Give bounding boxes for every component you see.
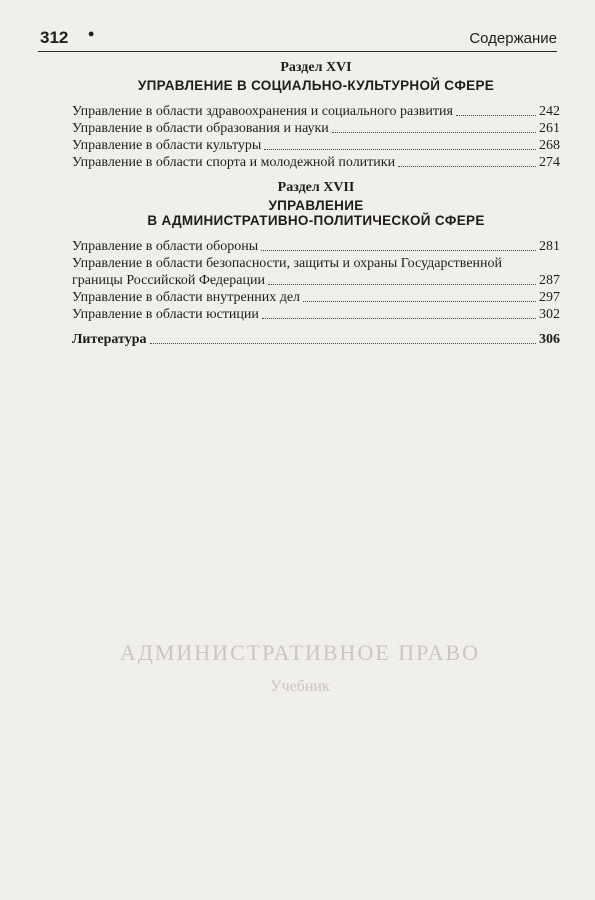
bleed-through-subtitle: Учебник: [270, 678, 330, 695]
toc-entry-page: 297: [539, 290, 560, 305]
toc-entry-page: 306: [539, 332, 560, 347]
section-xvii: [72, 180, 560, 323]
toc-entry-text: Управление в области обороны: [72, 239, 259, 254]
toc-entry-text: Литература: [72, 332, 147, 347]
leader-dots: [398, 166, 536, 167]
toc-entry-text: Управление в области юстиции: [72, 307, 259, 322]
toc-entry[interactable]: [72, 255, 560, 289]
toc-entry[interactable]: [72, 306, 560, 323]
section-title: УПРАВЛЕНИЕ В СОЦИАЛЬНО-КУЛЬТУРНОЙ СФЕРЕ: [137, 78, 495, 93]
section-title: УПРАВЛЕНИЕ: [268, 198, 364, 213]
leader-dots: [150, 343, 537, 344]
toc-entry[interactable]: [72, 120, 560, 137]
toc-entry[interactable]: [72, 154, 560, 171]
page-number: 312: [40, 28, 69, 47]
toc-list: [72, 103, 560, 171]
section-title: В АДМИНИСТРАТИВНО-ПОЛИТИЧЕСКОЙ СФЕРЕ: [147, 213, 485, 228]
toc-entry-text-cont: границы Российской Федерации: [72, 273, 265, 288]
toc-entry-page: 268: [539, 138, 560, 153]
toc-entry-text: Управление в области здравоохранения и социального развития: [72, 104, 453, 119]
leader-dots: [261, 250, 536, 251]
toc-entry-text: Управление в области культуры: [72, 138, 262, 153]
toc-entry[interactable]: [72, 103, 560, 120]
leader-dots: [262, 318, 536, 319]
toc-entry[interactable]: [72, 238, 560, 255]
toc-entry[interactable]: [72, 289, 560, 306]
toc-entry-text: Управление в области безопасности, защиты и охраны Государственной: [72, 256, 503, 271]
bleed-through-title: АДМИНИСТРАТИВНОЕ ПРАВО: [119, 640, 481, 665]
leader-dots: [332, 132, 536, 133]
toc-entry-page: 261: [539, 121, 560, 136]
toc-entry-page: 242: [539, 104, 560, 119]
toc-entry-page: 302: [539, 307, 560, 322]
leader-dots: [456, 115, 536, 116]
toc-entry-text: Управление в области внутренних дел: [72, 290, 301, 305]
literature-section: [72, 331, 560, 348]
page-header: [0, 0, 595, 52]
toc-entry-text: Управление в области спорта и молодежной политики: [72, 155, 396, 170]
section-xvi: [72, 60, 560, 171]
leader-dots: [303, 301, 536, 302]
header-rule: [38, 51, 557, 52]
toc-entry-literature[interactable]: [72, 331, 560, 348]
leader-dots: [264, 149, 536, 150]
toc-entry-page: 287: [539, 273, 560, 288]
toc-entry[interactable]: [72, 137, 560, 154]
toc-entry-page: 281: [539, 239, 560, 254]
leader-dots: [268, 284, 536, 285]
toc-entry-page: 274: [539, 155, 560, 170]
header-bullet: •: [88, 24, 95, 44]
toc-entry-text: Управление в области образования и науки: [72, 121, 329, 136]
section-label: Раздел XVII: [277, 180, 355, 195]
running-title: Содержание: [469, 30, 557, 47]
toc-entry-row: [72, 272, 560, 289]
section-label: Раздел XVI: [280, 60, 352, 75]
toc-list: [72, 238, 560, 323]
